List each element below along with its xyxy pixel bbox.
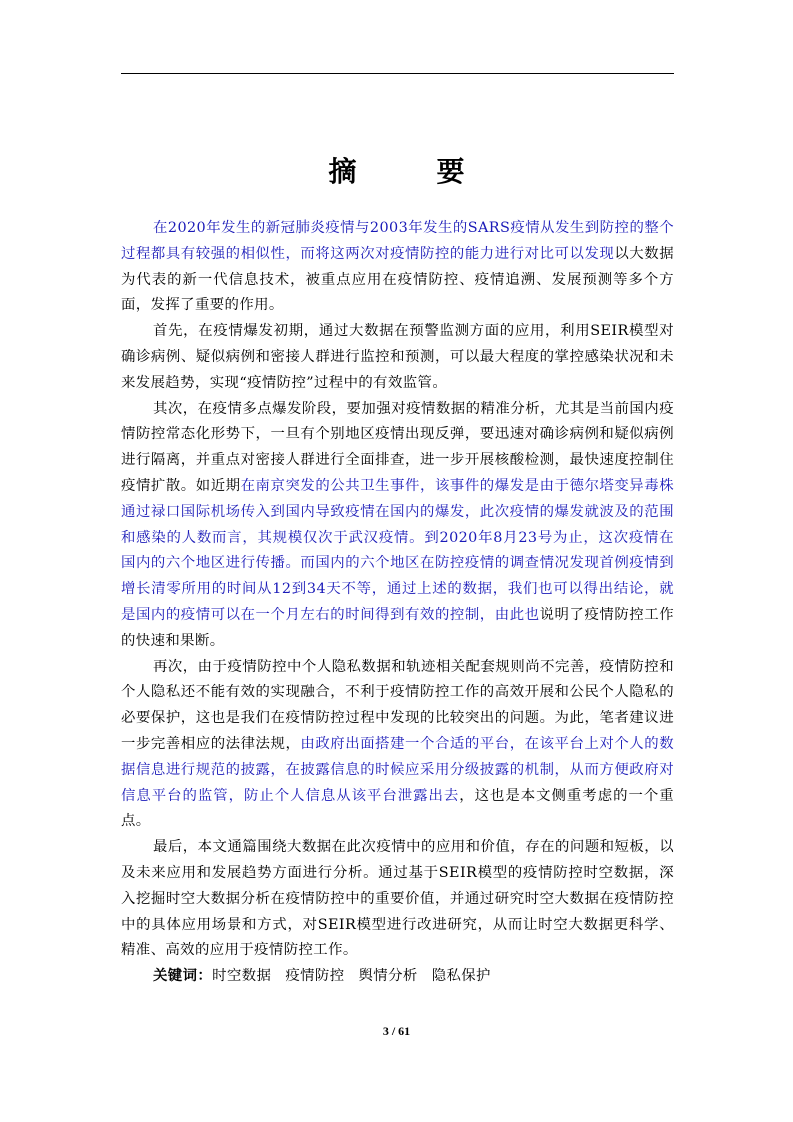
text-segment: 首先，在疫情爆发初期，通过大数据在预警监测方面的应用，利用SEIR模型对确诊病例、疑似病例和密接人群进行监控和预测，可以最大程度的掌控感染状况和未来发展趋势，实现“疫情防控”过程中的有效监管。 (121, 323, 674, 391)
keyword: 舆情分析 (358, 968, 418, 985)
highlighted-text: 在南京突发的公共卫生事件，该事件的爆发是由于德尔塔变异毒株通过禄口国际机场传入到国内导致疫情在国内的爆发，此次疫情的爆发就波及的范围和感染的人数而言，其规模仅次于武汉疫情。到2020年8月23号为止，这次疫情在国内的六个地区进行传播。而国内的六个地区在防控疫情的调查情况发现首例疫情到增长清零所用的时间从12到34天不等，通过上述的数据，我们也可以得出结论，就是国内的疫情可以在一个月左右的时间得到有效的控制，由此也 (121, 477, 674, 623)
highlighted-text: 由政府出面搭建一个合适的平台，在该平台上对个人的数据信息进行规范的披露，在披露信息的时候应采用分级披露的机制，从而方便政府对信息平台的监管，防止个人信息从该平台泄露出去 (121, 735, 674, 804)
abstract-paragraph (121, 835, 674, 964)
text-segment: 说明了疫情防控工作的快速和果断。 (121, 606, 674, 649)
abstract-paragraph (121, 655, 674, 836)
highlighted-text: 在2020年发生的新冠肺炎疫情与2003年发生的SARS疫情从发生到防控的整个过程都具有较强的相似性，而将这两次对疫情防控的能力进行对比可以发现 (121, 220, 674, 262)
abstract-paragraph (121, 216, 674, 319)
text-segment: ，这也是本文侧重考虑的一个重点。 (121, 787, 674, 830)
keyword: 疫情防控 (285, 968, 345, 985)
text-segment: 以大数据为代表的新一代信息技术，被重点应用在疫情防控、疫情追溯、发展预测等多个方面，发挥了重要的作用。 (121, 245, 675, 314)
page-number: 3 / 61 (382, 1024, 411, 1038)
text-segment: 再次，由于疫情防控中个人隐私数据和轨迹相关配套规则尚不完善，疫情防控和个人隐私还不能有效的实现融合，不利于疫情防控工作的高效开展和公民个人隐私的必要保护，这也是我们在疫情防控过程中发现的比较突出的问题。为此，笔者建议进一步完善相应的法律法规， (121, 658, 674, 752)
text-segment: 最后，本文通篇围绕大数据在此次疫情中的应用和价值，存在的问题和短板，以及未来应用和发展趋势方面进行分析。通过基于SEIR模型的疫情防控时空数据，深入挖掘时空大数据分析在疫情防控中的重要价值，并通过研究时空大数据在疫情防控中的具体应用场景和方式，对SEIR模型进行改进研究，从而让时空大数据更科学、精准、高效的应用于疫情防控工作。 (121, 839, 674, 959)
header-rule (121, 73, 674, 74)
keywords-line (121, 964, 674, 990)
keyword: 时空数据 (212, 968, 272, 985)
keywords-label: 关键词： (153, 968, 213, 985)
abstract-body (121, 216, 674, 990)
text-segment: 其次，在疫情多点爆发阶段，要加强对疫情数据的精准分析，尤其是当前国内疫情防控常态化形势下，一旦有个别地区疫情出现反弹，要迅速对确诊病例和疑似病例进行隔离，并重点对密接人群进行全面排查，进一步开展核酸检测，最快速度控制住疫情扩散。如近期 (121, 400, 674, 494)
abstract-paragraph (121, 319, 674, 396)
abstract-paragraph (121, 397, 674, 655)
page-title: 摘 要 (328, 155, 491, 188)
keyword: 隐私保护 (431, 968, 491, 985)
